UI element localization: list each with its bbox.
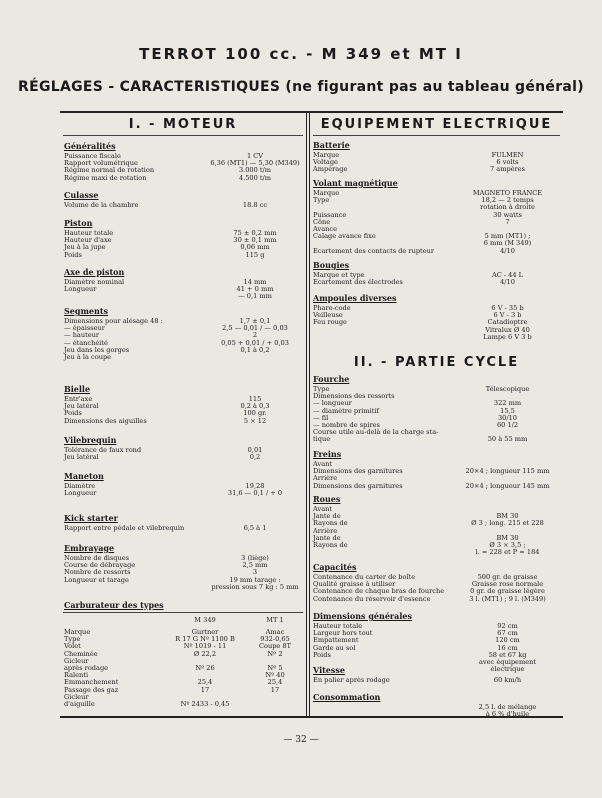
column-header-mt1: MT 1 — [266, 616, 284, 624]
row-value: Vitralux Ø 40 — [485, 325, 530, 334]
row-value: 0,06 mm — [240, 243, 270, 252]
row-label: Dimensions des ressorts — [313, 392, 395, 401]
row-label: — nombre de spires — [313, 421, 380, 429]
row-label: Qualité graisse à utiliser — [313, 580, 396, 589]
row-label: Jeu dans les gorges — [64, 345, 130, 354]
row-value: 31,6 — 0,1 / + 0 — [227, 489, 283, 498]
row-label: Ecartement des électrodes — [313, 278, 403, 287]
row-value: 0,1 à 0,2 — [240, 345, 270, 354]
row-label: Diamètre nominal — [64, 278, 125, 286]
row-value: 120 cm — [495, 636, 520, 645]
row-label: Marque — [64, 628, 91, 636]
row-value: 18,2 — 2 temps — [481, 196, 534, 205]
row-label: Diamètre — [64, 482, 96, 490]
page-subtitle: RÉGLAGES - CARACTERISTIQUES (ne figurant pas au tableau général) — [18, 79, 584, 95]
row-value: 322 mm — [493, 399, 522, 408]
row-label: — fil — [313, 413, 329, 422]
divider — [63, 612, 303, 613]
row-value: 41 + 0 mm — [236, 285, 274, 294]
row-value: 0,2 — [249, 453, 261, 462]
row-label: Contenance du carter de boîte — [313, 573, 416, 581]
row-value: Coupe 8T — [258, 642, 292, 651]
row-label: Hauteur totale — [313, 622, 363, 630]
subsection-title: Dimensions générales — [313, 611, 412, 621]
subsection-title: Segments — [64, 306, 109, 316]
row-value: 25,4 — [197, 678, 213, 687]
row-label: Type — [313, 385, 330, 393]
subsection-title: Volant magnétique — [313, 178, 398, 188]
row-label: Jante de — [313, 533, 341, 542]
row-value: 60 1/2 — [496, 421, 519, 429]
row-label: Puissance — [313, 210, 347, 219]
row-label: Avant — [313, 460, 333, 468]
row-label: Course de débrayage — [64, 561, 136, 570]
row-value: 7 ampères — [489, 165, 526, 174]
row-label: — longueur — [313, 399, 352, 408]
row-value: 932-0,65 — [260, 635, 290, 644]
row-value: 6,36 (MT1) — 5,30 (M349) — [210, 159, 300, 168]
subsection-title: Vilebrequin — [64, 435, 117, 445]
row-value: 500 gr. de graisse — [477, 573, 538, 581]
row-value: 115 — [248, 395, 262, 403]
row-value: 20×4 ; longueur 145 mm — [465, 481, 550, 490]
row-value: avec équipement — [479, 658, 536, 666]
row-label: Puissance fiscale — [64, 152, 121, 160]
subsection-title: Ampoules diverses — [313, 293, 397, 303]
row-value: Nº 2433 - 0,45 — [180, 700, 230, 708]
row-label: Hauteur totale — [64, 229, 114, 237]
row-value: 3 l. (MT1) ; 9 l. (M349) — [469, 594, 546, 603]
row-value: 19 mm tarage : — [229, 575, 281, 584]
row-label: Dimensions des aiguilles — [64, 416, 147, 425]
row-value: rotation à droite — [480, 203, 535, 212]
row-label: Poids — [64, 409, 82, 418]
row-label: Jeu à la jupe — [64, 243, 106, 252]
row-label: Marque — [313, 151, 340, 159]
row-value: Télescopique — [485, 385, 530, 393]
subsection-title: Généralités — [64, 141, 116, 151]
row-value: 67 cm — [497, 629, 518, 638]
row-value: 14 mm — [243, 278, 267, 286]
row-label: Ralenti — [64, 671, 89, 680]
subsection-title: Maneton — [64, 471, 104, 481]
row-value: 60 km/h — [493, 676, 522, 684]
subsection-title: Carburateur des types — [64, 600, 164, 610]
subsection-title: Culasse — [64, 190, 99, 200]
row-label: Marque et type — [313, 271, 365, 279]
row-value: Nº 5 — [267, 664, 283, 672]
row-value: 115 g — [245, 250, 265, 259]
subsection-title: Bielle — [64, 384, 91, 394]
row-label: après rodage — [64, 664, 109, 672]
row-value: 0,2 à 0,3 — [240, 402, 270, 411]
row-label: — diamètre primitif — [313, 406, 379, 415]
row-value: 1 CV — [246, 152, 264, 160]
row-label: Volume de la chambre — [64, 201, 139, 209]
row-value: 1,7 ± 0,1 — [239, 317, 271, 325]
row-label: Cheminée — [64, 649, 98, 658]
row-value: 5 mm (MT1) ; — [484, 232, 531, 241]
row-value: 30 ± 0,1 mm — [233, 236, 277, 245]
row-label: Dimensions des garnitures — [313, 481, 403, 490]
row-label: Poids — [64, 250, 82, 259]
row-value: Amac — [265, 628, 285, 636]
row-label: tique — [313, 435, 331, 444]
subsection-title: Bougies — [313, 260, 350, 270]
subsection-title: Piston — [64, 218, 93, 228]
divider — [313, 135, 560, 136]
row-value: 2,5 mm — [242, 561, 268, 570]
row-label: Arrière — [313, 526, 338, 535]
row-label: Course utile au-delà de la charge sta- — [313, 428, 439, 437]
row-value: BM 30 — [496, 533, 519, 542]
row-value: BM 30 — [496, 512, 519, 521]
row-label: Jeu à la coupe — [64, 353, 112, 361]
row-label: Longueur — [64, 489, 97, 498]
row-label: Garde au sol — [313, 643, 356, 652]
row-value: 7 — [505, 217, 510, 226]
row-value: 75 ± 0,2 mm — [233, 229, 277, 237]
column-header-m349: M 349 — [194, 616, 216, 624]
row-label: Nombre de ressorts — [64, 568, 131, 577]
row-label: Dimensions des garnitures — [313, 467, 403, 476]
row-label: Type — [64, 635, 81, 644]
row-label: Calage avance fixe — [313, 232, 376, 241]
row-label: Rapport entre pédale et vilebrequin — [64, 524, 185, 532]
row-label: Phare-code — [313, 304, 351, 312]
row-label: Gicleur — [64, 656, 89, 665]
row-label: Régime maxi de rotation — [64, 173, 147, 182]
row-label: Jeu latéral — [64, 453, 99, 462]
subsection-title: Vitesse — [313, 665, 345, 675]
subsection-title: Axe de piston — [64, 267, 125, 277]
row-value: Catadioptre — [487, 318, 528, 327]
row-value: 58 et 67 kg — [488, 650, 527, 659]
row-label: Contenance de chaque bras de fourche — [313, 587, 445, 596]
row-value: à 6 % d'huile — [485, 710, 530, 719]
row-value: 4.500 t/m — [238, 173, 272, 182]
row-label: Feu rouge — [313, 318, 347, 327]
row-label: Régime normal de rotation — [64, 166, 155, 175]
row-label: — étanchéité — [64, 338, 108, 347]
row-value: 6,5 à 1 — [243, 524, 267, 532]
row-value: 19,28 — [245, 482, 265, 490]
row-value: électrique — [490, 665, 525, 674]
row-label: Nombre de disques — [64, 554, 130, 562]
row-value: 17 — [270, 685, 280, 694]
row-value: 92 cm — [497, 622, 518, 630]
row-value: Nº 26 — [195, 664, 215, 672]
row-label: Hauteur d'axe — [64, 236, 112, 245]
row-label: Rayons de — [313, 519, 348, 528]
row-value: Nº 40 — [265, 671, 285, 680]
row-label: — épaisseur — [64, 324, 105, 333]
subsection-title: Capacités — [313, 562, 357, 572]
row-label: Avant — [313, 505, 333, 513]
row-value: pression sous 7 kg : 5 mm — [211, 582, 299, 591]
subsection-title: Kick starter — [64, 513, 118, 523]
section-heading-electrique: EQUIPEMENT ELECTRIQUE — [320, 117, 553, 132]
row-label: Largeur hors tout — [313, 629, 373, 638]
row-label: Tolérance de faux rond — [64, 446, 142, 454]
row-label: d'aiguille — [64, 700, 95, 708]
row-value: 3 — [252, 568, 258, 577]
row-value: 30 watts — [493, 210, 522, 219]
row-value: 4/10 — [500, 278, 515, 287]
subsection-title: Fourche — [313, 374, 350, 384]
row-label: Passage des gaz — [64, 685, 119, 694]
row-label: Volet — [64, 642, 81, 651]
row-value: 6 V - 35 b — [491, 304, 524, 312]
row-value: 0,01 — [247, 446, 263, 454]
row-label: Rapport volumétrique — [64, 159, 138, 168]
row-value: Graisse rose normale — [471, 580, 544, 589]
row-value: 2,5 l. de mélange — [478, 703, 537, 711]
row-label: Longueur — [64, 285, 97, 294]
row-label: Marque — [313, 189, 340, 197]
row-value: 18.8 cc — [242, 201, 268, 209]
row-value: AC - 44 L — [491, 271, 524, 279]
row-label: Jeu latéral — [64, 402, 99, 411]
page-title: TERROT 100 cc. - M 349 et MT I — [139, 45, 463, 63]
row-value: — 0,1 mm — [238, 292, 272, 301]
row-value: Lampe 6 V 3 b — [483, 332, 532, 341]
row-value: 5 × 12 — [243, 416, 267, 425]
subsection-title: Batterie — [313, 140, 350, 150]
row-label: Entr'axe — [64, 395, 93, 403]
row-value: 0 gr. de graisse légère — [470, 587, 545, 596]
row-label: Ecartement des contacts de rupteur — [313, 246, 434, 255]
row-value: 6 mm (M 349) — [483, 239, 532, 248]
row-label: Longueur et tarage — [64, 575, 129, 584]
row-label: Emmanchement — [64, 678, 119, 687]
row-value: 25,4 — [267, 678, 283, 687]
subsection-title: Consommation — [313, 692, 381, 702]
row-value: Ø 3 ; long. 215 et 228 — [471, 519, 544, 528]
row-value: R 17 G Nº 1100 B — [175, 635, 235, 644]
row-value: Nº 2 — [267, 649, 283, 658]
row-label: Cône — [313, 217, 331, 226]
row-value: 100 gr. — [243, 409, 267, 418]
row-label: Contenance du réservoir d'essence — [313, 594, 431, 603]
row-value: 6 volts — [496, 158, 519, 167]
subsection-title: Embrayage — [64, 543, 115, 553]
row-label: Ampérage — [313, 165, 348, 174]
row-label: — hauteur — [64, 331, 100, 340]
row-label: Arrière — [313, 474, 338, 483]
row-value: Nº 1019 - 11 — [183, 642, 227, 651]
subsection-title: Freins — [313, 449, 342, 459]
row-value: 17 — [200, 685, 210, 694]
row-value: 20×4 ; longueur 115 mm — [465, 467, 550, 476]
page-number: — 32 — — [283, 735, 319, 745]
row-label: Veilleuse — [313, 311, 343, 320]
row-value: l. = 228 et P = 184 — [475, 548, 540, 557]
subsection-title: Roues — [313, 494, 341, 504]
row-label: Jante de — [313, 512, 341, 521]
row-label: Poids — [313, 650, 331, 659]
row-label: Rayons de — [313, 541, 348, 549]
row-value: FULMEN — [491, 151, 524, 159]
row-label: Voltage — [313, 158, 338, 167]
row-value: 4/10 — [500, 246, 515, 255]
section-heading-cycle: II. - PARTIE CYCLE — [353, 355, 520, 370]
row-label: Avance — [313, 225, 337, 233]
row-label: Empattement — [313, 636, 359, 645]
row-value: Gurtner — [191, 628, 219, 636]
row-label: En palier après rodage — [313, 676, 390, 684]
row-value: 2 — [252, 331, 258, 340]
row-value: Ø 22,2 — [193, 649, 217, 658]
row-value: Ø 3 × 3,5 ; — [489, 541, 526, 549]
row-value: MAGNETO FRANCE — [472, 189, 543, 197]
row-value: 3 (liège) — [241, 554, 269, 562]
row-label: Type — [313, 196, 330, 205]
row-value: 15,5 — [500, 406, 515, 415]
row-value: 50 à 55 mm — [487, 435, 528, 444]
row-value: 30/10 — [497, 413, 517, 422]
row-label: Dimensions pour alésage 48 : — [64, 317, 163, 325]
divider — [63, 135, 303, 136]
row-value: 6 V - 3 b — [493, 311, 522, 320]
row-label: Gicleur — [64, 692, 89, 701]
row-value: 0,05 + 0,01 / + 0,03 — [221, 338, 289, 347]
section-heading-moteur: I. - MOTEUR — [128, 117, 238, 132]
row-value: 2,5 — 0,01 / — 0,03 — [222, 324, 288, 333]
row-value: 16 cm — [497, 643, 518, 652]
row-value: 3.000 t/m — [238, 166, 272, 175]
